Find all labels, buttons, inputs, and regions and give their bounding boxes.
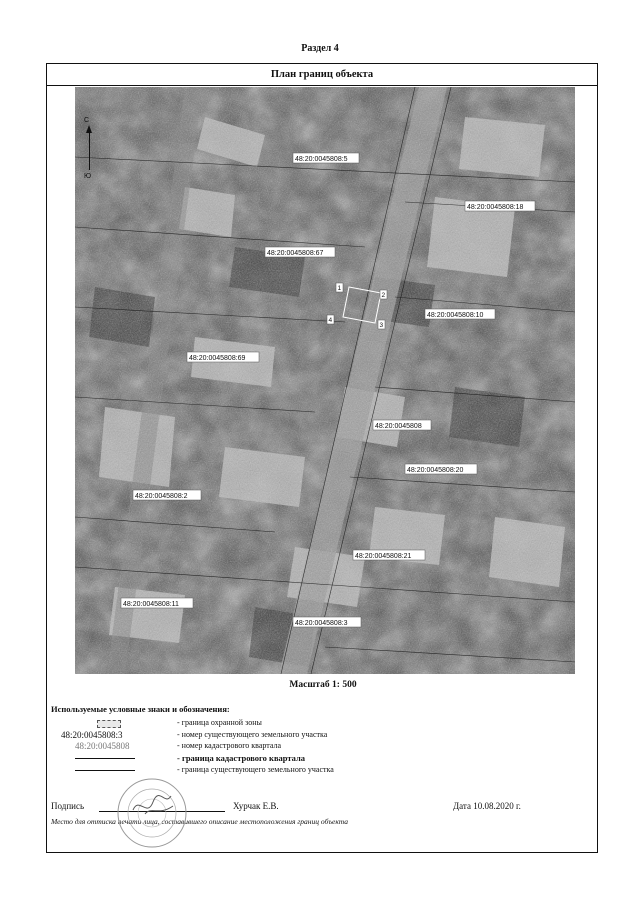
- signer-name: Хурчак Е.В.: [233, 801, 279, 811]
- signature-label: Подпись: [51, 801, 85, 811]
- stamp-note: Место для оттиска печати лица, составившего описание местоположения границ объекта: [51, 817, 349, 826]
- legend-symbol: [57, 718, 167, 729]
- legend-item-parcel-number: [47, 730, 599, 741]
- legend-desc: - номер существующего земельного участка: [177, 730, 328, 739]
- legend-item-kvartal-number: [47, 741, 599, 752]
- legend-symbol: 48:20:0045808: [75, 741, 130, 751]
- frame-header-title: План границ объекта: [47, 64, 597, 86]
- legend-desc: - граница кадастрового квартала: [177, 753, 306, 763]
- parcel-label: 48:20:0045808:67: [267, 250, 324, 257]
- parcel-line-icon: [75, 770, 135, 771]
- cadastral-map: [75, 87, 575, 674]
- parcel-label: 48:20:0045808:11: [123, 601, 179, 608]
- legend-symbol: [57, 753, 167, 764]
- parcel-label: 48:20:0045808:18: [467, 204, 524, 211]
- legend-item-parcel-boundary: [47, 765, 599, 776]
- point-label: 3: [379, 322, 384, 329]
- document-frame: [46, 63, 598, 853]
- compass-south: Ю: [84, 173, 92, 180]
- compass-north: С: [84, 117, 90, 124]
- parcel-label: 48:20:0045808:21: [355, 553, 412, 560]
- section-title: Раздел 4: [301, 43, 339, 54]
- point-label: 2: [381, 292, 386, 299]
- parcel-label: 48:20:0045808:10: [427, 312, 484, 319]
- parcel-label: 48:20:0045808: [375, 423, 422, 430]
- parcel-label: 48:20:0045808:20: [407, 467, 464, 474]
- legend-desc: - номер кадастрового квартала: [177, 741, 282, 750]
- parcel-label: 48:20:0045808:5: [295, 156, 348, 163]
- legend-symbol: [57, 765, 167, 776]
- parcel-label: 48:20:0045808:2: [135, 493, 188, 500]
- legend-symbol: 48:20:0045808:3: [61, 730, 123, 740]
- legend-item-kvartal-boundary: [47, 753, 599, 764]
- signature-date: Дата 10.08.2020 г.: [453, 801, 521, 811]
- legend-title: Используемые условные знаки и обозначения:: [51, 704, 230, 714]
- parcel-label: 48:20:0045808:69: [189, 355, 246, 362]
- satellite-image: [75, 87, 575, 674]
- legend-desc: - граница охранной зоны: [177, 718, 262, 727]
- legend-desc: - граница существующего земельного участка: [177, 765, 334, 774]
- seal-stamp-icon: [115, 776, 189, 850]
- kvartal-line-icon: [75, 758, 135, 759]
- point-label: 1: [337, 285, 342, 292]
- point-label: 4: [328, 317, 333, 324]
- legend-item-zone: [47, 718, 599, 729]
- zone-boundary-icon: [97, 720, 121, 728]
- parcel-label: 48:20:0045808:3: [295, 620, 348, 627]
- north-arrow-icon: [81, 117, 101, 187]
- map-scale: Масштаб 1: 500: [289, 680, 357, 690]
